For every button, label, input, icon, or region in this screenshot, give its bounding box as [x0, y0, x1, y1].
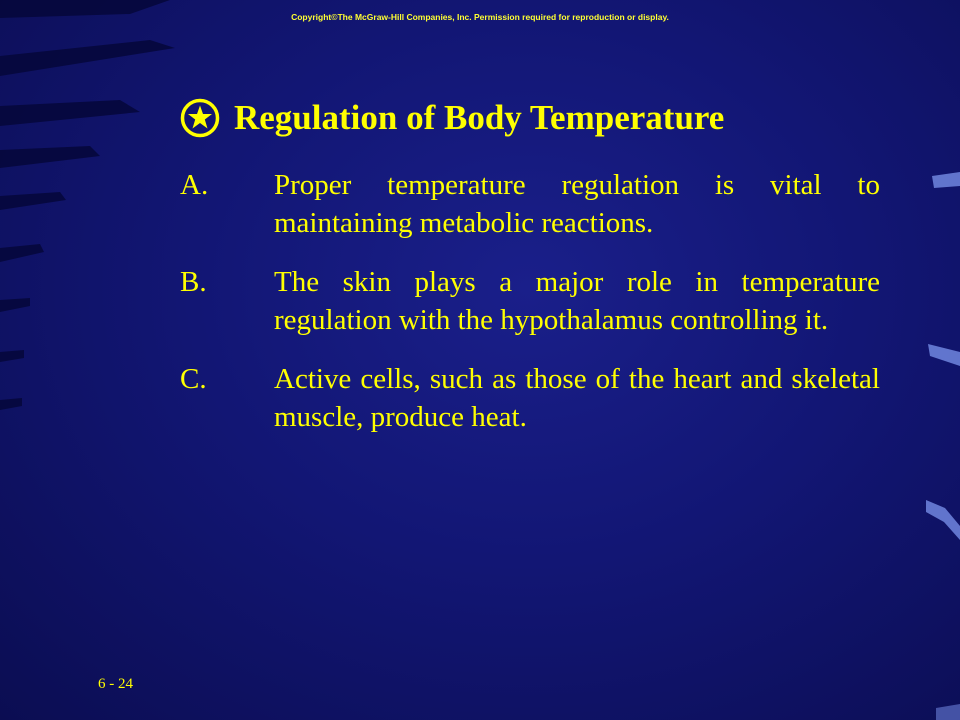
list-item-marker: B.: [180, 266, 207, 298]
copyright-notice: Copyright©The McGraw-Hill Companies, Inc. Permission required for reproduction or display.: [291, 12, 669, 22]
list-item-text: Active cells, such as those of the heart and skeletal muscle, produce heat.: [274, 363, 880, 433]
list-item: [180, 263, 880, 339]
right-stripe-decoration: [926, 172, 960, 720]
list-item-text: Proper temperature regulation is vital to maintaining metabolic reactions.: [274, 169, 880, 239]
star-in-circle-icon: [180, 98, 220, 138]
list-item: [180, 166, 880, 242]
slide-title: Regulation of Body Temperature: [234, 98, 725, 137]
list-item-marker: C.: [180, 363, 207, 395]
bullet-list: [180, 166, 880, 457]
left-stripe-decoration: [0, 0, 175, 410]
slide-title-row: [180, 94, 880, 142]
list-item: [180, 360, 880, 436]
list-item-marker: A.: [180, 169, 209, 201]
slide-number: 6 - 24: [98, 676, 133, 692]
list-item-text: The skin plays a major role in temperature regulation with the hypothalamus controlling it.: [274, 266, 880, 336]
